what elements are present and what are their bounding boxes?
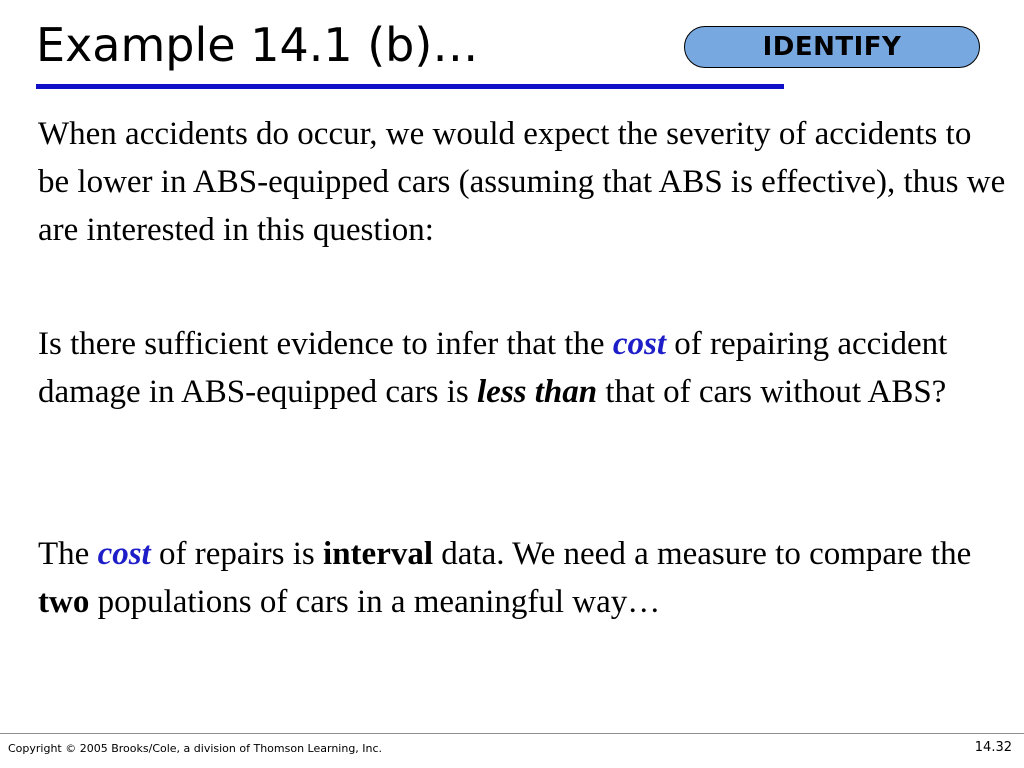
emphasis-two: two — [38, 584, 90, 620]
paragraph-3-text-3: data. We need a measure to compare the — [433, 536, 972, 572]
paragraph-1 — [38, 110, 1008, 254]
paragraph-2-text-1: Is there sufficient evidence to infer that the — [38, 326, 613, 362]
paragraph-3-text-1: The — [38, 536, 98, 572]
slide-title: Example 14.1 (b)… — [36, 18, 479, 72]
page-number: 14.32 — [974, 740, 1012, 755]
paragraph-2 — [38, 320, 1008, 416]
paragraph-2-text-3: that of cars without ABS? — [597, 374, 947, 410]
paragraph-1-text: When accidents do occur, we would expect the severity of accidents to be lower in ABS-equipped cars (assuming that ABS is effective), thus we are interested in this question: — [38, 116, 1006, 248]
footer-copyright: Copyright © 2005 Brooks/Cole, a division of Thomson Learning, Inc. — [8, 742, 383, 755]
emphasis-interval: interval — [323, 536, 434, 572]
paragraph-3 — [38, 530, 1008, 626]
identify-badge — [684, 26, 980, 68]
emphasis-less-than: less than — [477, 374, 598, 410]
footer-divider — [0, 733, 1024, 734]
paragraph-3-text-2: of repairs is — [150, 536, 324, 572]
paragraph-3-text-4: populations of cars in a meaningful way… — [89, 584, 661, 620]
emphasis-cost: cost — [612, 326, 666, 362]
emphasis-cost-2: cost — [97, 536, 151, 572]
title-underline — [36, 84, 784, 89]
paragraph-2-text-2: of repairing accident damage in ABS-equipped cars is — [38, 326, 948, 410]
identify-badge-label: IDENTIFY — [762, 32, 902, 62]
